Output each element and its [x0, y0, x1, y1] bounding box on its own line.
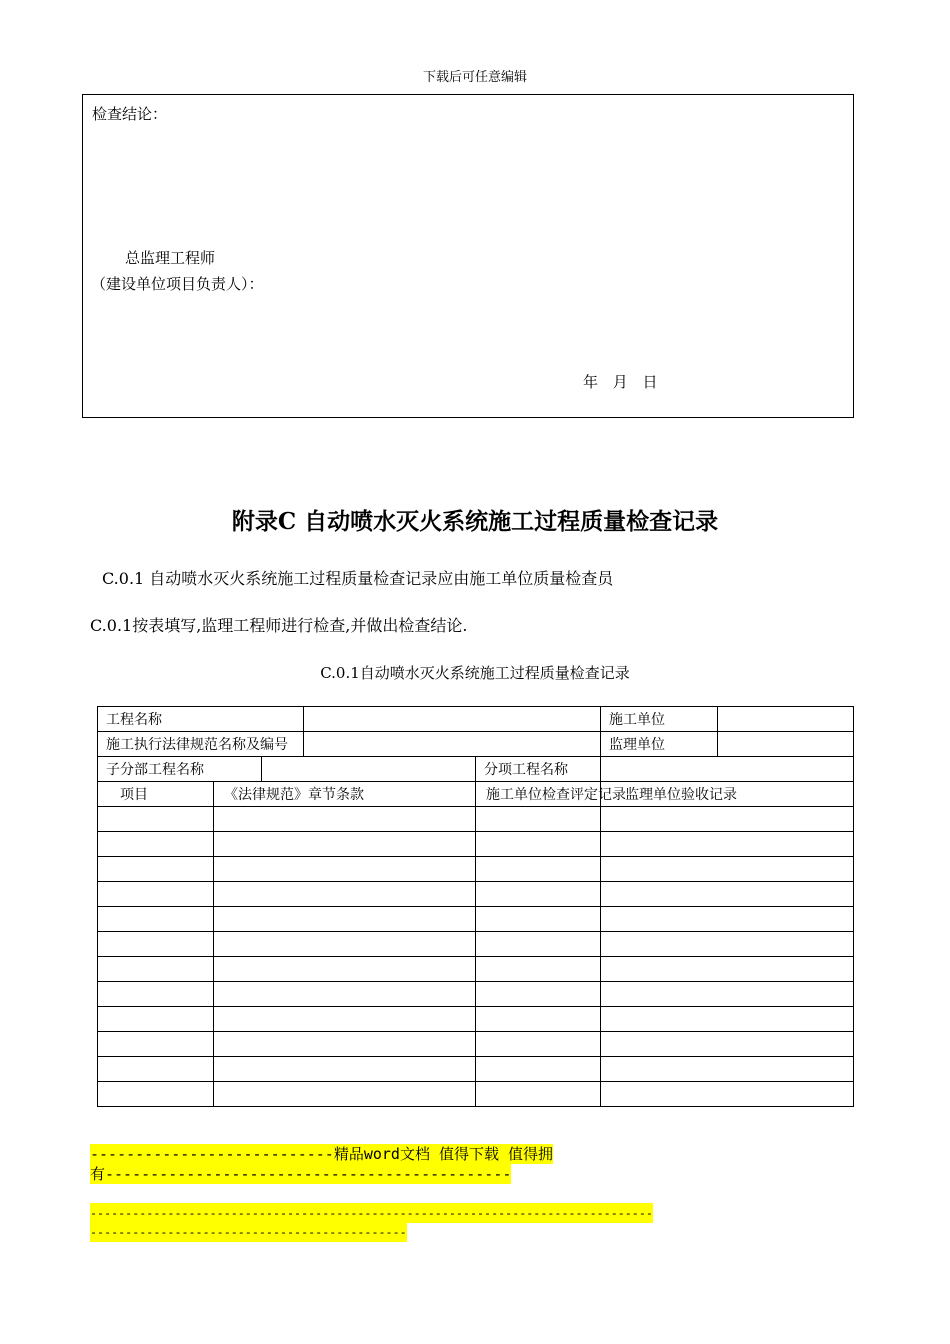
table-cell	[601, 882, 854, 907]
table-cell	[98, 1082, 214, 1107]
table-cell	[476, 882, 601, 907]
construction-unit-value	[718, 707, 854, 732]
table-caption: C.0.1自动喷水灭火系统施工过程质量检查记录	[320, 664, 630, 682]
sub-item-value	[601, 757, 854, 782]
table-cell	[98, 857, 214, 882]
table-cell	[214, 932, 476, 957]
header-supervision-record: 监理单位验收记录	[601, 782, 854, 807]
table-cell	[98, 1007, 214, 1032]
table-cell	[476, 1007, 601, 1032]
table-cell	[98, 832, 214, 857]
table-row	[98, 1032, 854, 1057]
footer-line-1: ---------------------------精品word文档 值得下载 值得拥	[90, 1145, 554, 1163]
table-cell	[601, 907, 854, 932]
table-cell	[476, 982, 601, 1007]
sub-division-label: 子分部工程名称	[98, 757, 262, 782]
header-item: 项目	[98, 782, 214, 807]
paragraph-1: C.0.1 自动喷水灭火系统施工过程质量检查记录应由施工单位质量检查员	[102, 569, 614, 588]
table-cell	[214, 807, 476, 832]
spec-name-label: 施工执行法律规范名称及编号	[98, 732, 304, 757]
table-row	[98, 807, 854, 832]
spec-name-value	[304, 732, 601, 757]
appendix-title: 附录C 自动喷水灭火系统施工过程质量检查记录	[231, 508, 719, 535]
table-row	[98, 1007, 854, 1032]
table-cell	[601, 982, 854, 1007]
table-cell	[601, 932, 854, 957]
table-cell	[98, 957, 214, 982]
table-cell	[476, 957, 601, 982]
table-cell	[476, 907, 601, 932]
table-row	[98, 1082, 854, 1107]
table-cell	[601, 832, 854, 857]
paragraph-2: C.0.1按表填写,监理工程师进行检查,并做出检查结论.	[90, 616, 468, 635]
supervision-unit-value	[718, 732, 854, 757]
table-row	[98, 932, 854, 957]
table-row	[98, 707, 854, 732]
conclusion-box	[82, 94, 854, 418]
table-cell	[601, 1057, 854, 1082]
page-header: 下载后可任意编辑	[422, 70, 527, 85]
date-label: 年 月 日	[583, 373, 658, 391]
table-cell	[476, 807, 601, 832]
table-cell	[214, 907, 476, 932]
footer-line-4: ---------------------------------------------	[90, 1222, 407, 1242]
table-cell	[476, 932, 601, 957]
table-row	[98, 907, 854, 932]
table-cell	[214, 1007, 476, 1032]
project-name-label: 工程名称	[98, 707, 304, 732]
table-row	[98, 857, 854, 882]
table-cell	[601, 957, 854, 982]
construction-unit-label: 施工单位	[601, 707, 718, 732]
table-cell	[98, 982, 214, 1007]
table-cell	[601, 1082, 854, 1107]
sub-item-label: 分项工程名称	[476, 757, 601, 782]
table-cell	[98, 1057, 214, 1082]
table-cell	[476, 1082, 601, 1107]
table-cell	[476, 1057, 601, 1082]
table-cell	[214, 1082, 476, 1107]
table-cell	[214, 982, 476, 1007]
table-cell	[98, 932, 214, 957]
table-row	[98, 882, 854, 907]
table-cell	[214, 832, 476, 857]
table-cell	[98, 807, 214, 832]
inspection-table	[97, 706, 854, 1107]
table-row	[98, 982, 854, 1007]
table-cell	[214, 957, 476, 982]
conclusion-label: 检查结论：	[92, 105, 168, 123]
footer-line-2: 有---------------------------------------------	[90, 1165, 512, 1183]
table-row	[98, 957, 854, 982]
table-cell	[601, 857, 854, 882]
table-cell	[214, 1057, 476, 1082]
project-name-value	[304, 707, 601, 732]
chief-engineer-label: 总监理工程师	[125, 249, 216, 267]
table-cell	[601, 1007, 854, 1032]
table-cell	[476, 832, 601, 857]
sub-division-value	[262, 757, 476, 782]
unit-lead-label: （建设单位项目负责人）：	[91, 275, 264, 293]
table-row	[98, 832, 854, 857]
table-cell	[98, 882, 214, 907]
table-cell	[601, 807, 854, 832]
table-cell	[476, 857, 601, 882]
table-row	[98, 732, 854, 757]
header-construction-record: 施工单位检查评定记录	[476, 782, 601, 807]
table-cell	[98, 1032, 214, 1057]
table-cell	[214, 1032, 476, 1057]
table-row	[98, 1057, 854, 1082]
table-cell	[98, 907, 214, 932]
footer-line-3: --------------------------------------------------------------------------------	[90, 1203, 653, 1223]
table-cell	[214, 857, 476, 882]
table-cell	[214, 882, 476, 907]
table-cell	[476, 1032, 601, 1057]
supervision-unit-label: 监理单位	[601, 732, 718, 757]
table-header-row	[98, 782, 854, 807]
table-row	[98, 757, 854, 782]
table-cell	[601, 1032, 854, 1057]
header-spec-clause: 《法律规范》章节条款	[214, 782, 476, 807]
